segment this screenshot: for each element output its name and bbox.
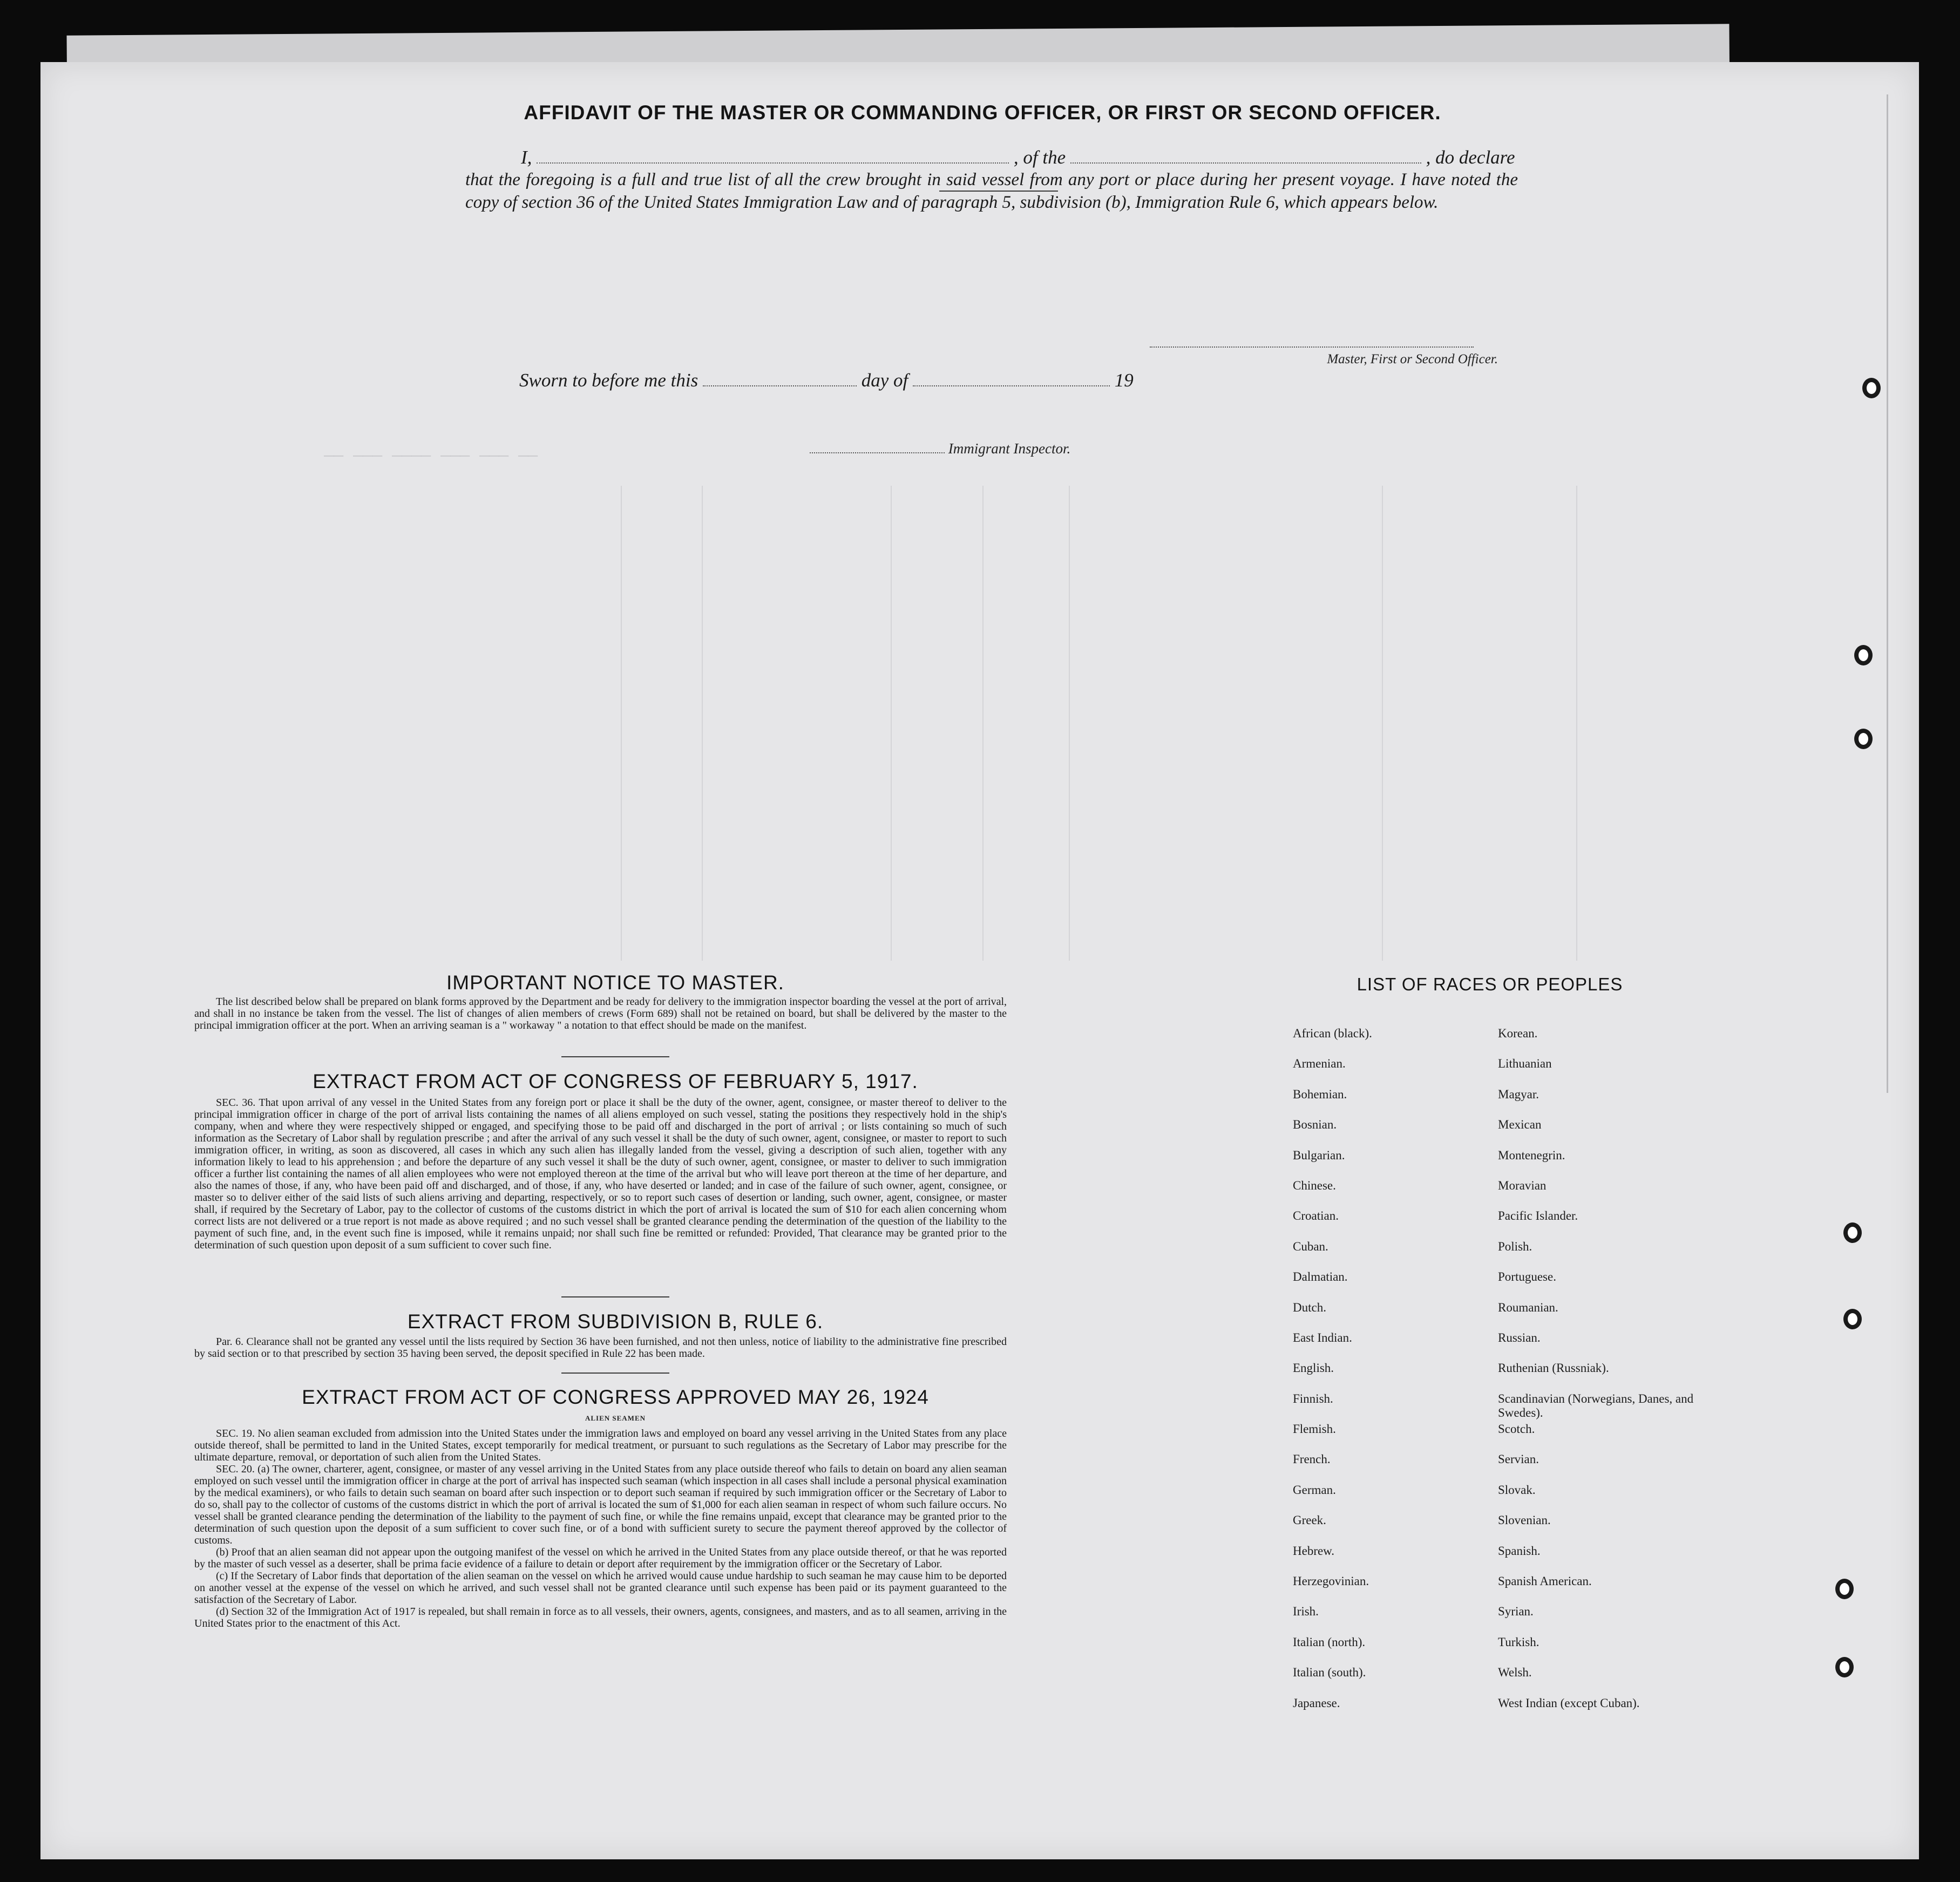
race-item: Irish. [1293,1605,1319,1619]
race-item: English. [1293,1361,1334,1375]
races-right-column [1498,1027,1719,1727]
race-item: Syrian. [1498,1605,1534,1619]
race-item: Hebrew. [1293,1544,1335,1558]
section-rule [561,1296,669,1297]
extract-1924-sec20d: (d) Section 32 of the Immigration Act of 1917 is repealed, but shall remain in force as to all vessels, their owners, agents, consignees, and masters, and as to all seamen, arriving in the United States prior to the enactment of this Act. [194,1606,1007,1629]
race-item: Turkish. [1498,1635,1539,1649]
race-item: Montenegrin. [1498,1148,1565,1162]
sworn-month-blank[interactable] [913,371,1110,386]
section-rule [561,1373,669,1374]
extract-1917-title: EXTRACT FROM ACT OF CONGRESS OF FEBRUARY 5, 1917. [313,1070,918,1092]
sworn-year: 19 [1114,370,1134,391]
bleed-through-rule [891,486,892,961]
race-item: Slovak. [1498,1483,1536,1497]
declaration-line [421,147,1515,168]
races-left-column [1293,1027,1471,1727]
sworn-line [519,370,1134,391]
extract-rule6-body [194,1336,1007,1360]
page-edge-crease [1887,94,1888,1093]
punch-hole [1843,1309,1862,1329]
race-item: Chinese. [1293,1178,1336,1192]
race-item: Russian. [1498,1330,1541,1344]
affidavit-body: that the foregoing is a full and true list of all the crew brought in said vessel from any port or place during her present voyage. I have noted the copy of section 36 of the United States Immigration Law and of paragraph 5, subdivision (b), Immigration Rule 6, which appears below. [465,170,1518,212]
punch-hole [1835,1579,1854,1599]
race-item: Flemish. [1293,1422,1336,1436]
race-item: Armenian. [1293,1057,1346,1071]
sworn-day-blank[interactable] [703,371,857,386]
race-item: Bulgarian. [1293,1148,1345,1162]
race-item: Bohemian. [1293,1087,1347,1101]
race-item: East Indian. [1293,1330,1352,1344]
race-item: Spanish. [1498,1544,1541,1558]
races-title: LIST OF RACES OR PEOPLES [1357,974,1623,994]
notice-body [194,996,1007,1031]
signature-line[interactable] [1150,346,1474,348]
vessel-blank[interactable] [1070,148,1421,164]
race-item: West Indian (except Cuban). [1498,1696,1640,1710]
inspector-line [810,438,1070,457]
race-item: Portuguese. [1498,1270,1556,1284]
race-item: African (black). [1293,1027,1372,1040]
race-item: Pacific Islander. [1498,1209,1578,1223]
race-item: Magyar. [1498,1087,1539,1101]
extract-1924-body [194,1428,1007,1629]
sworn-day-label: day of [861,370,908,391]
punch-hole [1862,378,1881,398]
punch-hole [1854,729,1873,749]
race-item: Italian (north). [1293,1635,1366,1649]
extract-1924-subtitle: ALIEN SEAMEN [585,1414,646,1422]
extract-1924-sec20a: SEC. 20. (a) The owner, charterer, agent, consignee, or master of any vessel arriving in the United States from any place outside thereof who fails to detain on board any alien seaman employed on such vessel until the immigration officer in charge at the port of arrival has inspected such seaman (which inspection in all cases shall include a personal physical examination by the medical examiners), or who fails to detain such seaman on board after such inspection or to deport such seaman if required by such immigration officer or the Secretary of Labor to do so, shall pay to the collector of customs of the customs district in which the port of arrival is located the sum of $1,000 for each alien seaman in respect of whom such failure occurs. No vessel shall be granted clearance pending the determination of the liability to the payment of such fine, or while the fine remains unpaid, except that clearance may be granted prior to the determination of such question upon the deposit of a sum sufficient to cover such fine, or of a bond with sufficient surety to secure the payment thereof approved by the collector of customs. [194,1463,1007,1546]
race-item: Herzegovinian. [1293,1574,1369,1588]
race-item: Roumanian. [1498,1300,1558,1314]
race-item: Bosnian. [1293,1118,1337,1132]
signature-label: Master, First or Second Officer. [1327,352,1498,366]
race-item: French. [1293,1452,1331,1466]
race-item: Scandinavian (Norwegians, Danes, and Swedes). [1498,1391,1694,1419]
extract-1917-paragraph: SEC. 36. That upon arrival of any vessel in the United States from any foreign port or place it shall be the duty of the owner, agent, consignee, or master thereof to deliver to the principal immigration officer in charge of the port of arrival lists containing the names of all aliens employed on such vessel, stating the positions they respectively hold in the ship's company, when and where they were respectively shipped or engaged, and specifying those to be paid off and discharged in the port of arrival ; or lists containing so much of such information as the Secretary of Labor shall by regulation prescribe ; and after the arrival of any such vessel it shall be the duty of such owner, agent, consignee, or master to report to such immigration officer, in writing, as soon as discovered, all cases in which any such alien has illegally landed from the vessel, giving a description of such alien, together with any information likely to lead to his apprehension ; and before the departure of any such vessel it shall be the duty of such owner, agent, consignee, or master to deliver to such immigration officer a further list containing the names of all alien employees who were not employed thereon at the time of the arrival but who will leave port thereon at the time of her departure, and also the names of those, if any, who have been paid off and discharged, and of those, if any, who have deserted or landed; and in case of the failure of such owner, agent, consignee, or master so to deliver either of the said lists of such aliens arriving and departing, respectively, or so to report such cases of desertion or landing, such owner, agent, consignee, or master shall, if required by the Secretary of Labor, pay to the collector of customs of the customs district in which the port of arrival is located the sum of $10 for each alien concerning whom correct lists are not delivered or a true report is not made as above required ; and no such vessel shall be granted clearance pending the determination of the question of the liability to the payment of such fine, and, in the event such fine is imposed, while it remains unpaid; nor shall such fine be remitted or refunded: Provided, That clearance may be granted prior to the determination of such question upon deposit of a sum sufficient to cover such fine. [194,1097,1007,1251]
extract-1924-sec20c: (c) If the Secretary of Labor finds that deportation of the alien seaman on the vessel on which he arrived would cause undue hardship to such seaman he may cause him to be deported on another vessel at the expense of the vessel on which he arrived, and such vessel shall not be granted clearance until such expense has been paid or its payment guaranteed to the satisfaction of the Secretary of Labor. [194,1570,1007,1606]
race-item: Greek. [1293,1513,1326,1527]
name-blank[interactable] [537,148,1009,164]
extract-1924-title: EXTRACT FROM ACT OF CONGRESS APPROVED MAY 26, 1924 [302,1386,929,1408]
bleed-through-rule [982,486,984,961]
bleed-through-rule [1069,486,1070,961]
bleed-through-rule [621,486,622,961]
sworn-prefix: Sworn to before me this [519,370,698,391]
bleed-through-rule [1382,486,1383,961]
declare-i: I, [521,147,532,168]
affidavit-title: AFFIDAVIT OF THE MASTER OR COMMANDING OFFICER, OR FIRST OR SECOND OFFICER. [524,101,1441,124]
race-item: Welsh. [1498,1666,1532,1680]
race-item: Italian (south). [1293,1666,1366,1680]
race-item: Dalmatian. [1293,1270,1348,1284]
punch-hole [1854,645,1873,665]
declare-end: , do declare [1426,147,1515,168]
race-item: German. [1293,1483,1336,1497]
bleed-through-rule [1576,486,1577,961]
race-item: Dutch. [1293,1300,1326,1314]
notice-paragraph: The list described below shall be prepared on blank forms approved by the Department and be ready for delivery to the immigration inspector boarding the vessel at the port of arrival, and shall in no instance be taken from the vessel. The list of changes of alien members of crews (Form 689) shall not be retained on board, but shall be delivered by the master to the principal immigration officer at the port. When an arriving seaman is a " workaway " a notation to that effect should be made on the manifest. [194,996,1007,1031]
extract-rule6-paragraph: Par. 6. Clearance shall not be granted any vessel until the lists required by Section 36 have been furnished, and not then unless, notice of liability to the administrative fine prescribed by said section or to that prescribed by section 35 having been served, the deposit specified in Rule 22 has been made. [194,1336,1007,1360]
inspector-blank[interactable] [810,438,945,453]
race-item: Finnish. [1293,1391,1333,1405]
extract-1924-sec19: SEC. 19. No alien seaman excluded from admission into the United States under the immigration laws and employed on board any vessel arriving in the United States from any place outside thereof, shall be permitted to land in the United States, except temporarily for medical treatment, or pursuant to such regulations as the Secretary of Labor may prescribe for the ultimate departure, removal, or deportation of such alien from the United States. [194,1428,1007,1463]
race-item: Mexican [1498,1118,1542,1132]
notice-title: IMPORTANT NOTICE TO MASTER. [446,971,784,994]
race-item: Ruthenian (Russniak). [1498,1361,1609,1375]
race-item: Spanish American. [1498,1574,1592,1588]
section-rule [561,1056,669,1057]
race-item: Scotch. [1498,1422,1535,1436]
race-item: Cuban. [1293,1239,1328,1253]
extract-1917-body [194,1097,1007,1251]
inspector-label: Immigrant Inspector. [948,440,1071,457]
race-item: Korean. [1498,1027,1538,1040]
punch-hole [1835,1657,1854,1677]
race-item: Japanese. [1293,1696,1340,1710]
bleed-through-rule [702,486,703,961]
punch-hole [1843,1222,1862,1243]
race-item: Croatian. [1293,1209,1339,1223]
race-item: Lithuanian [1498,1057,1552,1071]
race-item: Moravian [1498,1178,1547,1192]
race-item: Slovenian. [1498,1513,1551,1527]
race-item: Polish. [1498,1239,1532,1253]
extract-rule6-title: EXTRACT FROM SUBDIVISION B, RULE 6. [407,1310,824,1333]
declare-of-the: , of the [1013,147,1066,168]
race-item: Servian. [1498,1452,1539,1466]
extract-1924-sec20b: (b) Proof that an alien seaman did not appear upon the outgoing manifest of the vessel on which he arrived in the United States from any place outside thereof, or that he was reported by the master of such vessel as a deserter, shall be prima facie evidence of a failure to detain or deport after requirement by the immigration officer or the Secretary of Labor. [194,1546,1007,1570]
bleed-through-text: ── ─── ──── ─── ─── ── [324,448,538,466]
